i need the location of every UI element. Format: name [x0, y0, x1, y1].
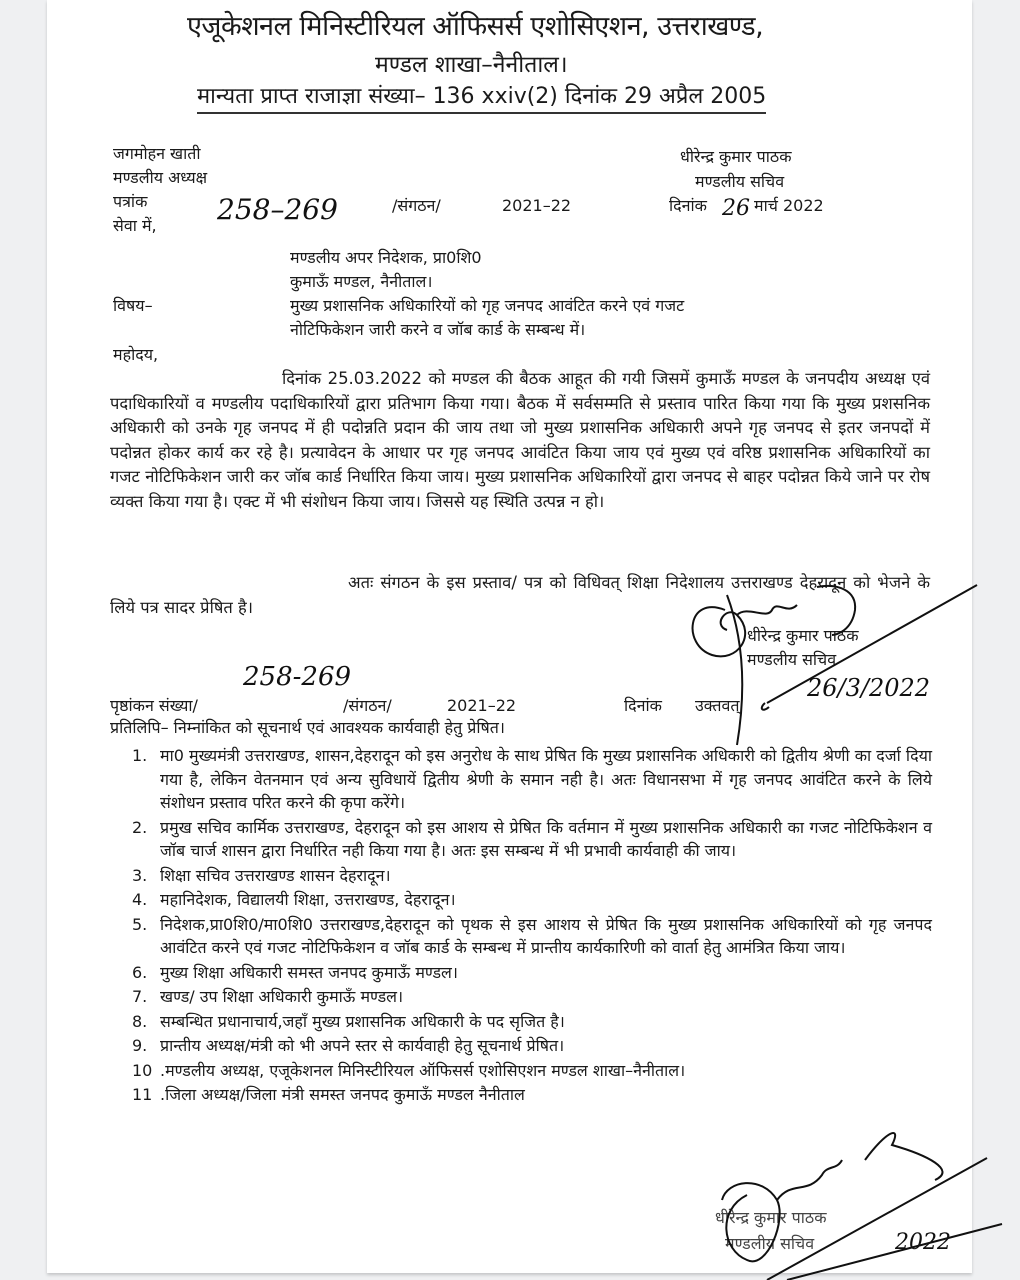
item-number: 1. — [132, 746, 148, 765]
signature-date-handwritten-2: 2022 — [895, 1230, 951, 1255]
ref-suffix: /संगठन/ — [392, 196, 441, 215]
signature-mark-2 — [687, 1120, 1017, 1280]
copy-list — [132, 744, 932, 1107]
item-number: 5. — [132, 914, 148, 934]
endorsement-date-label: दिनांक — [624, 696, 662, 715]
item-text: .मण्डलीय अध्यक्ष, एजूकेशनल मिनिस्टीरियल ऑफिसर्स एशोसिएशन मण्डल शाखा–नैनीताल। — [160, 1060, 686, 1080]
item-text: खण्ड/ उप शिक्षा अधिकारी कुमाऊँ मण्डल। — [160, 987, 404, 1006]
endorsement-date-value: उक्तवत् — [695, 696, 740, 715]
item-number: 10 — [132, 1060, 153, 1080]
ref-year: 2021–22 — [502, 196, 572, 215]
secretary-designation: मण्डलीय सचिव — [695, 172, 785, 191]
subject-line1: मुख्य प्रशासनिक अधिकारियों को गृह जनपद आवंटित करने एवं गजट — [290, 296, 685, 315]
item-text: शिक्षा सचिव उत्तराखण्ड शासन देहरादून। — [160, 865, 391, 885]
copy-list-item — [132, 1034, 932, 1058]
item-text: प्रान्तीय अध्यक्ष/मंत्री को भी अपने स्तर से कार्यवाही हेतु सूचनार्थ प्रेषित। — [160, 1036, 565, 1055]
item-text: मुख्य शिक्षा अधिकारी समस्त जनपद कुमाऊँ मण्डल। — [160, 962, 458, 982]
item-number: 9. — [132, 1036, 148, 1055]
item-number: 2. — [132, 817, 148, 837]
item-text: निदेशक,प्रा0शि0/मा0शि0 उत्तराखण्ड,देहरादून को पृथक से इस आशय से प्रेषित कि मुख्य प्रशासनिक अधिकारियों को गृह जनपद आवंटित करने एवं गजट नोटिफिकेशन व जॉब कार्ड के सम्बन्ध में प्रान्तीय कार्यकारिणी को वार्ता हेतु आमंत्रित किया जाय। — [160, 914, 932, 957]
signatory-name: धीरेन्द्र कुमार पाठक — [747, 626, 859, 645]
body-paragraph-2: अतः संगठन के इस प्रस्ताव/ पत्र को विधिवत् शिक्षा निदेशालय उत्तराखण्ड देहरादून को भेजने के लिये पत्र सादर प्रेषित है। — [110, 573, 930, 617]
signatory-designation: मण्डलीय सचिव — [747, 650, 837, 669]
recipient-line2: कुमाऊँ मण्डल, नैनीताल। — [290, 272, 433, 291]
sender-name: जगमोहन खाती — [113, 144, 201, 163]
item-number: 11 — [132, 1085, 153, 1104]
endorsement-label: पृष्ठांकन संख्या/ — [110, 696, 198, 715]
copy-list-item — [132, 961, 932, 985]
copy-list-item — [132, 985, 932, 1009]
date-label: दिनांक — [669, 196, 707, 215]
recipient-line1: मण्डलीय अपर निदेशक, प्रा0शि0 — [290, 248, 482, 267]
endorsement-ref-suffix: /संगठन/ — [343, 696, 392, 715]
item-text: .जिला अध्यक्ष/जिला मंत्री समस्त जनपद कुमाऊँ मण्डल नैनीताल — [160, 1085, 525, 1104]
item-text: महानिदेशक, विद्यालयी शिक्षा, उत्तराखण्ड, देहरादून। — [160, 890, 456, 909]
signatory-designation-2: मण्डलीय सचिव — [725, 1234, 815, 1253]
copy-list-item — [132, 816, 932, 863]
item-number: 8. — [132, 1011, 148, 1031]
handwritten-ref-number: 258–269 — [217, 193, 338, 226]
copy-list-item — [132, 744, 932, 815]
sender-designation: मण्डलीय अध्यक्ष — [113, 168, 208, 187]
item-number: 3. — [132, 865, 148, 885]
copy-list-item — [132, 1083, 932, 1107]
secretary-name: धीरेन्द्र कुमार पाठक — [680, 147, 792, 166]
signatory-name-2: धीरेन्द्र कुमार पाठक — [715, 1208, 827, 1227]
copy-intro: प्रतिलिपि– निम्नांकित को सूचनार्थ एवं आवश्यक कार्यवाही हेतु प्रेषित। — [110, 718, 505, 737]
recognition-line: मान्यता प्राप्त राजाज्ञा संख्या– 136 xxiv(2) दिनांक 29 अप्रैल 2005 — [197, 80, 766, 114]
to-label: सेवा में, — [113, 216, 157, 235]
body-paragraph-1: दिनांक 25.03.2022 को मण्डल की बैठक आहूत की गयी जिसमें कुमाऊँ मण्डल के जनपदीय अध्यक्ष एवं पदाधिकारियों व मण्डलीय पदाधिकारियों द्वारा प्रतिभाग किया गया। बैठक में सर्वसम्मति से प्रस्ताव पारित किया गया कि मुख्य प्रशसनिक अधिकारी को उनके गृह जनपद में ही पदोन्नति प्रदान की जाय तथा जो मुख्य प्रशासनिक अधिकारी अपने गृह जनपद से इतर जनपदों में पदोन्नत होकर कार्य कर रहे है। प्रत्यावेदन के आधार पर गृह जनपद आवंटित किया जाय एवं मुख्य एवं वरिष्ठ प्रशासनिक अधिकारियों का गजट नोटिफिकेशन जारी कर जॉब कार्ड निर्धारित किया जाय। मुख्य प्रशासनिक अधिकारियों द्वारा जनपद से बाहर पदोन्नत किये जाने पर रोष व्यक्त किया गया है। एक्ट में भी संशोधन किया जाय। जिससे यह स्थिति उत्पन्न न हो। — [110, 369, 930, 511]
ref-label: पत्रांक — [113, 192, 148, 211]
org-name: एजूकेशनल मिनिस्टीरियल ऑफिसर्स एशोसिएशन, उत्तराखण्ड, — [187, 11, 764, 42]
item-number: 7. — [132, 987, 148, 1006]
date-month-year: मार्च 2022 — [754, 196, 824, 215]
item-text: सम्बन्धित प्रधानाचार्य,जहाँ मुख्य प्रशासनिक अधिकारी के पद सृजित है। — [160, 1011, 565, 1031]
item-text: मा0 मुख्यमंत्री उत्तराखण्ड, शासन,देहरादून को इस अनुरोध के साथ प्रेषित कि मुख्य प्रशासनिक अधिकारी को द्वितीय श्रेणी का दर्जा दिया गया है, लेकिन वेतनमान एवं अन्य सुविधायें द्वितीय श्रेणी के समान नही है। अतः विधानसभा में गृह जनपद आवंटित करने के लिये संशोधन प्रस्ताव परित करने की कृपा करेंगे। — [160, 746, 932, 812]
document-page — [47, 0, 972, 1273]
endorsement-ref-handwritten: 258-269 — [243, 662, 352, 692]
signature-date-handwritten: 26/3/2022 — [807, 674, 931, 702]
handwritten-date: 26 — [722, 196, 750, 221]
branch-name: मण्डल शाखा–नैनीताल। — [375, 52, 568, 78]
item-text: प्रमुख सचिव कार्मिक उत्तराखण्ड, देहरादून को इस आशय से प्रेषित कि वर्तमान में मुख्य प्रशासनिक अधिकारी का गजट नोटिफिकेशन व जॉब चार्ज शासन द्वारा निर्धारित नही किया गया है। अतः इस सम्बन्ध में भी प्रभावी कार्यवाही की जाय। — [160, 817, 932, 860]
copy-list-item — [132, 864, 932, 888]
salutation: महोदय, — [113, 345, 159, 364]
copy-list-item — [132, 913, 932, 960]
subject-line2: नोटिफिकेशन जारी करने व जॉब कार्ड के सम्बन्ध में। — [290, 320, 586, 339]
copy-list-item — [132, 1059, 932, 1083]
subject-label: विषय– — [113, 296, 153, 315]
item-number: 6. — [132, 962, 148, 982]
copy-list-item — [132, 888, 932, 912]
copy-list-item — [132, 1010, 932, 1034]
item-number: 4. — [132, 890, 148, 909]
endorsement-year: 2021–22 — [447, 696, 517, 715]
